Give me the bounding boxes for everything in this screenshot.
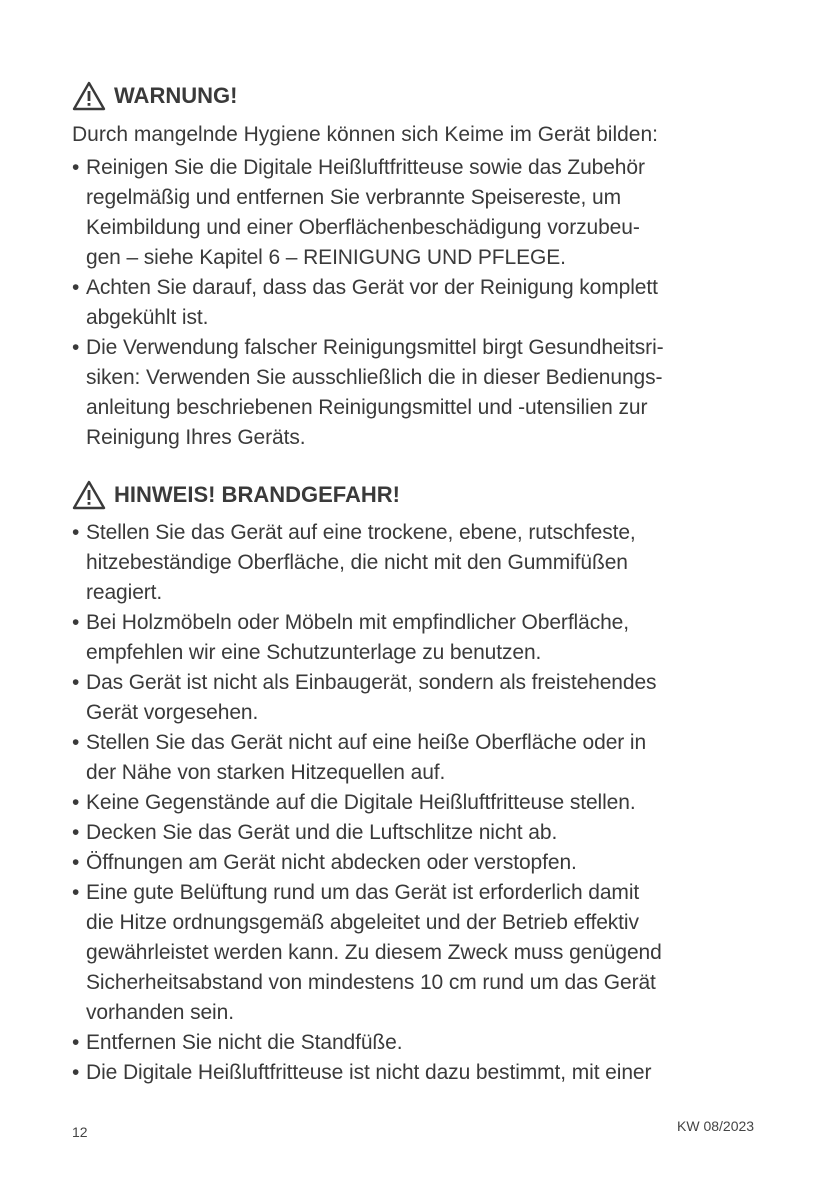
list-item-line: Decken Sie das Gerät und die Luftschlitze nicht ab. (86, 821, 558, 844)
list-item-line: vorhanden sein. (86, 1001, 234, 1024)
list-item (72, 728, 772, 788)
bullet-mark: • (72, 731, 80, 754)
list-item-line: Reinigen Sie die Digitale Heißluftfritteuse sowie das Zubehör (86, 156, 645, 179)
list-item (72, 273, 772, 333)
list-item (72, 518, 772, 608)
warning-section (72, 76, 772, 453)
list-item-line: Öffnungen am Gerät nicht abdecken oder verstopfen. (86, 851, 577, 874)
list-item (72, 1058, 772, 1088)
list-item-line: Stellen Sie das Gerät auf eine trockene, ebene, rutschfeste, (86, 521, 636, 544)
warning-heading (72, 76, 772, 116)
list-item-line: Gerät vorgesehen. (86, 701, 259, 724)
bullet-mark: • (72, 336, 80, 359)
list-item (72, 333, 772, 453)
list-item-line: abgekühlt ist. (86, 306, 209, 329)
warning-triangle-icon (72, 81, 106, 111)
page-number: 12 (72, 1124, 88, 1140)
list-item-line: hitzebeständige Oberfläche, die nicht mit den Gummifüßen (86, 551, 628, 574)
list-item-line: Keine Gegenstände auf die Digitale Heißluftfritteuse stellen. (86, 791, 636, 814)
bullet-mark: • (72, 156, 80, 179)
list-item-line: gewährleistet werden kann. Zu diesem Zweck muss genügend (86, 941, 662, 964)
warning-intro: Durch mangelnde Hygiene können sich Keime im Gerät bilden: (72, 123, 658, 146)
list-item-line: Sicherheitsabstand von mindestens 10 cm rund um das Gerät (86, 971, 656, 994)
edition-label: KW 08/2023 (677, 1118, 755, 1134)
bullet-mark: • (72, 521, 80, 544)
bullet-mark: • (72, 821, 80, 844)
list-item (72, 848, 772, 878)
list-item-line: anleitung beschriebenen Reinigungsmittel und -utensilien zur (86, 396, 648, 419)
list-item-line: der Nähe von starken Hitzequellen auf. (86, 761, 446, 784)
bullet-mark: • (72, 1031, 80, 1054)
list-item-line: Keimbildung und einer Oberflächenbeschädigung vorzubeu- (86, 216, 640, 239)
list-item-line: Das Gerät ist nicht als Einbaugerät, sondern als freistehendes (86, 671, 657, 694)
list-item-line: Bei Holzmöbeln oder Möbeln mit empfindlicher Oberfläche, (86, 611, 629, 634)
list-item (72, 878, 772, 1028)
list-item-line: reagiert. (86, 581, 163, 604)
page-content (72, 76, 772, 1088)
list-item-line: die Hitze ordnungsgemäß abgeleitet und der Betrieb effektiv (86, 911, 639, 934)
list-item-line: gen – siehe Kapitel 6 – REINIGUNG UND PFLEGE. (86, 246, 566, 269)
list-item-line: empfehlen wir eine Schutzunterlage zu benutzen. (86, 641, 542, 664)
fire-hazard-heading (72, 475, 772, 515)
list-item-line: Stellen Sie das Gerät nicht auf eine heiße Oberfläche oder in (86, 731, 647, 754)
list-item-line: Eine gute Belüftung rund um das Gerät ist erforderlich damit (86, 881, 640, 904)
fire-hazard-bullet-list (72, 518, 772, 1088)
fire-hazard-section (72, 475, 772, 1088)
list-item-line: Achten Sie darauf, dass das Gerät vor der Reinigung komplett (86, 276, 658, 299)
bullet-mark: • (72, 671, 80, 694)
warning-bullet-list (72, 153, 772, 453)
warning-triangle-icon (72, 480, 106, 510)
list-item (72, 818, 772, 848)
list-item-line: Entfernen Sie nicht die Standfüße. (86, 1031, 403, 1054)
bullet-mark: • (72, 276, 80, 299)
list-item (72, 668, 772, 728)
list-item-line: Reinigung Ihres Geräts. (86, 426, 306, 449)
warning-heading-text: WARNUNG! (114, 83, 238, 108)
list-item (72, 608, 772, 668)
bullet-mark: • (72, 791, 80, 814)
list-item (72, 788, 772, 818)
list-item (72, 1028, 772, 1058)
bullet-mark: • (72, 851, 80, 874)
bullet-mark: • (72, 1061, 80, 1084)
list-item-line: siken: Verwenden Sie ausschließlich die in dieser Bedienungs- (86, 366, 663, 389)
list-item (72, 153, 772, 273)
bullet-mark: • (72, 611, 80, 634)
bullet-mark: • (72, 881, 80, 904)
list-item-line: Die Digitale Heißluftfritteuse ist nicht dazu bestimmt, mit einer (86, 1061, 652, 1084)
list-item-line: Die Verwendung falscher Reinigungsmittel birgt Gesundheitsri- (86, 336, 664, 359)
list-item-line: regelmäßig und entfernen Sie verbrannte Speisereste, um (86, 186, 621, 209)
fire-hazard-heading-text: HINWEIS! BRANDGEFAHR! (114, 482, 400, 507)
